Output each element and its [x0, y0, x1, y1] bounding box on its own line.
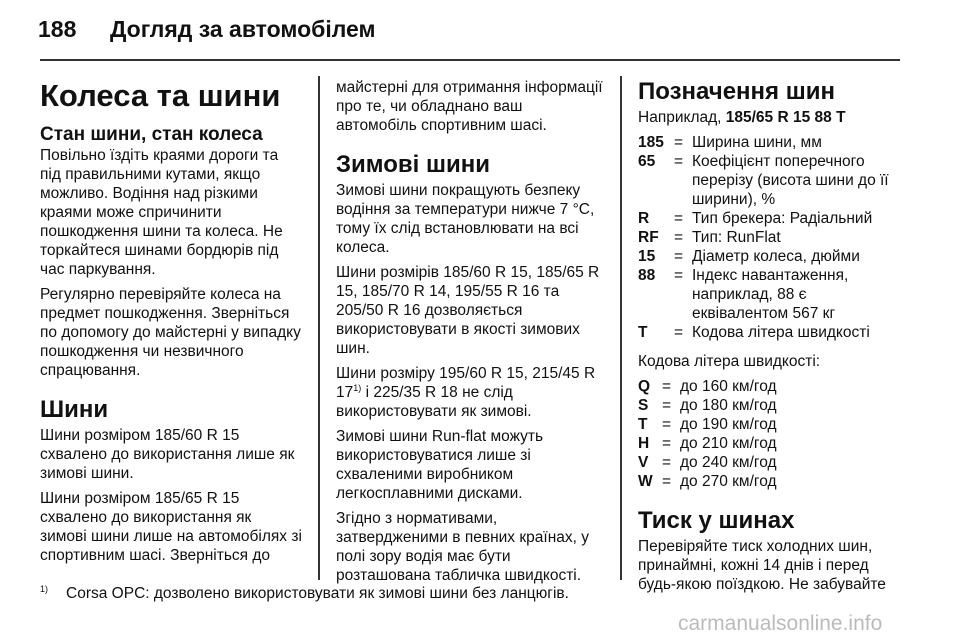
- subheading-condition: Стан шини, стан колеса: [40, 124, 263, 145]
- definition-row: [638, 377, 906, 396]
- text: Шини розміру 195/60 R 15, 215/45 R 17: [336, 365, 596, 401]
- equals-sign: =: [674, 134, 684, 151]
- definition: до 180 км/год: [680, 397, 777, 414]
- paragraph: Зимові шини покращують безпеку водіння за температури нижче 7 °C, тому їх слід встановлювати на всі колеса.: [336, 182, 595, 256]
- code: Q: [638, 378, 651, 395]
- equals-sign: =: [674, 324, 684, 341]
- code: T: [638, 324, 648, 341]
- footnote-mark: 1): [40, 583, 49, 594]
- definition-row: [638, 396, 906, 415]
- definition: до 160 км/год: [680, 378, 777, 395]
- definition: Ширина шини, мм: [692, 134, 822, 151]
- footnote-text: Corsa OPC: дозволено використовувати як зимові шини без ланцюгів.: [66, 585, 569, 602]
- header-title: Догляд за автомобілем: [110, 16, 376, 42]
- equals-sign: =: [674, 267, 684, 284]
- code: R: [638, 210, 650, 227]
- definition: Індекс навантаження, наприклад, 88 є еквівалентом 567 кг: [692, 267, 849, 322]
- equals-sign: =: [674, 210, 684, 227]
- example-value: 185/65 R 15 88 T: [725, 109, 846, 126]
- paragraph: [336, 364, 604, 421]
- paragraph: Згідно з нормативами, затвердженими в певних країнах, у полі зору водія має бути розташована табличка швидкості.: [336, 510, 589, 584]
- definition-row: [638, 453, 906, 472]
- footnote-ref: 1): [353, 382, 362, 393]
- code: H: [638, 435, 650, 452]
- equals-sign: =: [674, 229, 684, 246]
- definition-row: [638, 228, 906, 247]
- definition-row: [638, 472, 906, 491]
- footnote: [40, 585, 569, 603]
- code: 15: [638, 248, 656, 265]
- code: T: [638, 416, 648, 433]
- definition-row: [638, 209, 906, 228]
- code: W: [638, 473, 653, 490]
- paragraph: Перевіряйте тиск холодних шин, принаймні, кожні 14 днів і перед будь-якою поїздкою. Не забувайте: [638, 538, 886, 593]
- paragraph: майстерні для отримання інформації про те, чи обладнано ваш автомобіль спортивним шасі.: [336, 79, 603, 134]
- definition: до 240 км/год: [680, 454, 777, 471]
- page-header: [38, 16, 376, 43]
- definition: до 190 км/год: [680, 416, 777, 433]
- code: 185: [638, 134, 664, 151]
- equals-sign: =: [674, 153, 684, 170]
- column-divider: [620, 76, 622, 580]
- equals-sign: =: [662, 378, 672, 395]
- column-2: [336, 78, 604, 591]
- section-heading-tyres: Шини: [40, 396, 109, 423]
- watermark: carmanualsonline.info: [678, 612, 883, 635]
- equals-sign: =: [674, 248, 684, 265]
- column-3: [638, 78, 906, 600]
- paragraph: Повільно їздіть краями дороги та під правильними кутами, якщо можливо. Водіння над різкими краями може спричинити пошкодження шини та колеса. Не торкайтеся шинами бордюрів під час паркування.: [40, 147, 283, 278]
- code: S: [638, 397, 649, 414]
- definition-row: [638, 323, 906, 342]
- definition-row: [638, 152, 906, 209]
- definition-row: [638, 133, 906, 152]
- column-1: [40, 78, 302, 571]
- definition: Діаметр колеса, дюйми: [692, 248, 860, 265]
- equals-sign: =: [662, 435, 672, 452]
- equals-sign: =: [662, 454, 672, 471]
- column-divider: [318, 76, 320, 580]
- definition: Кодова літера швидкості: [692, 324, 870, 341]
- definition-row: [638, 247, 906, 266]
- definition: до 210 км/год: [680, 435, 777, 452]
- paragraph: Регулярно перевіряйте колеса на предмет пошкодження. Зверніться по допомогу до майстерні у випадку пошкодження чи незвичного спрацювання.: [40, 286, 301, 379]
- code: 65: [638, 153, 656, 170]
- paragraph: Шини розміром 185/60 R 15 схвалено до використання лише як зимові шини.: [40, 427, 295, 482]
- header-rule: [40, 59, 900, 61]
- definition-row: [638, 415, 906, 434]
- section-heading-winter-tyres: Зимові шини: [336, 151, 490, 178]
- code: V: [638, 454, 649, 471]
- paragraph: Шини розміром 185/65 R 15 схвалено до використання як зимові шини лише на автомобілях зі спортивним шасі. Зверніться до: [40, 490, 302, 564]
- definition: до 270 км/год: [680, 473, 777, 490]
- section-heading-tyre-designations: Позначення шин: [638, 78, 835, 105]
- definition-row: [638, 434, 906, 453]
- example-label: Наприклад,: [638, 109, 726, 126]
- paragraph: Зимові шини Run-flat можуть використовуватися лише зі схваленими виробником легкосплавними дисками.: [336, 428, 544, 502]
- paragraph: Шини розмірів 185/60 R 15, 185/65 R 15, 185/70 R 14, 195/55 R 16 та 205/50 R 16 дозволяється використовувати в якості зимових шин.: [336, 264, 600, 357]
- definition: Тип брекера: Радіальний: [692, 210, 873, 227]
- section-heading-tyre-pressure: Тиск у шинах: [638, 507, 795, 534]
- designation-list: [638, 133, 906, 342]
- equals-sign: =: [662, 473, 672, 490]
- definition: Тип: RunFlat: [692, 229, 781, 246]
- text: і 225/35 R 18 не слід використовувати як зимові.: [336, 384, 532, 420]
- equals-sign: =: [662, 416, 672, 433]
- code: RF: [638, 229, 659, 246]
- example-line: [638, 108, 906, 127]
- section-heading-wheels-tyres: Колеса та шини: [40, 78, 281, 113]
- code: 88: [638, 267, 656, 284]
- definition: Коефіцієнт поперечного перерізу (висота шини до її ширини), %: [692, 153, 889, 208]
- speed-list: [638, 377, 906, 491]
- definition-row: [638, 266, 906, 323]
- speed-label: Кодова літера швидкості:: [638, 353, 821, 370]
- equals-sign: =: [662, 397, 672, 414]
- page-number: 188: [38, 16, 77, 42]
